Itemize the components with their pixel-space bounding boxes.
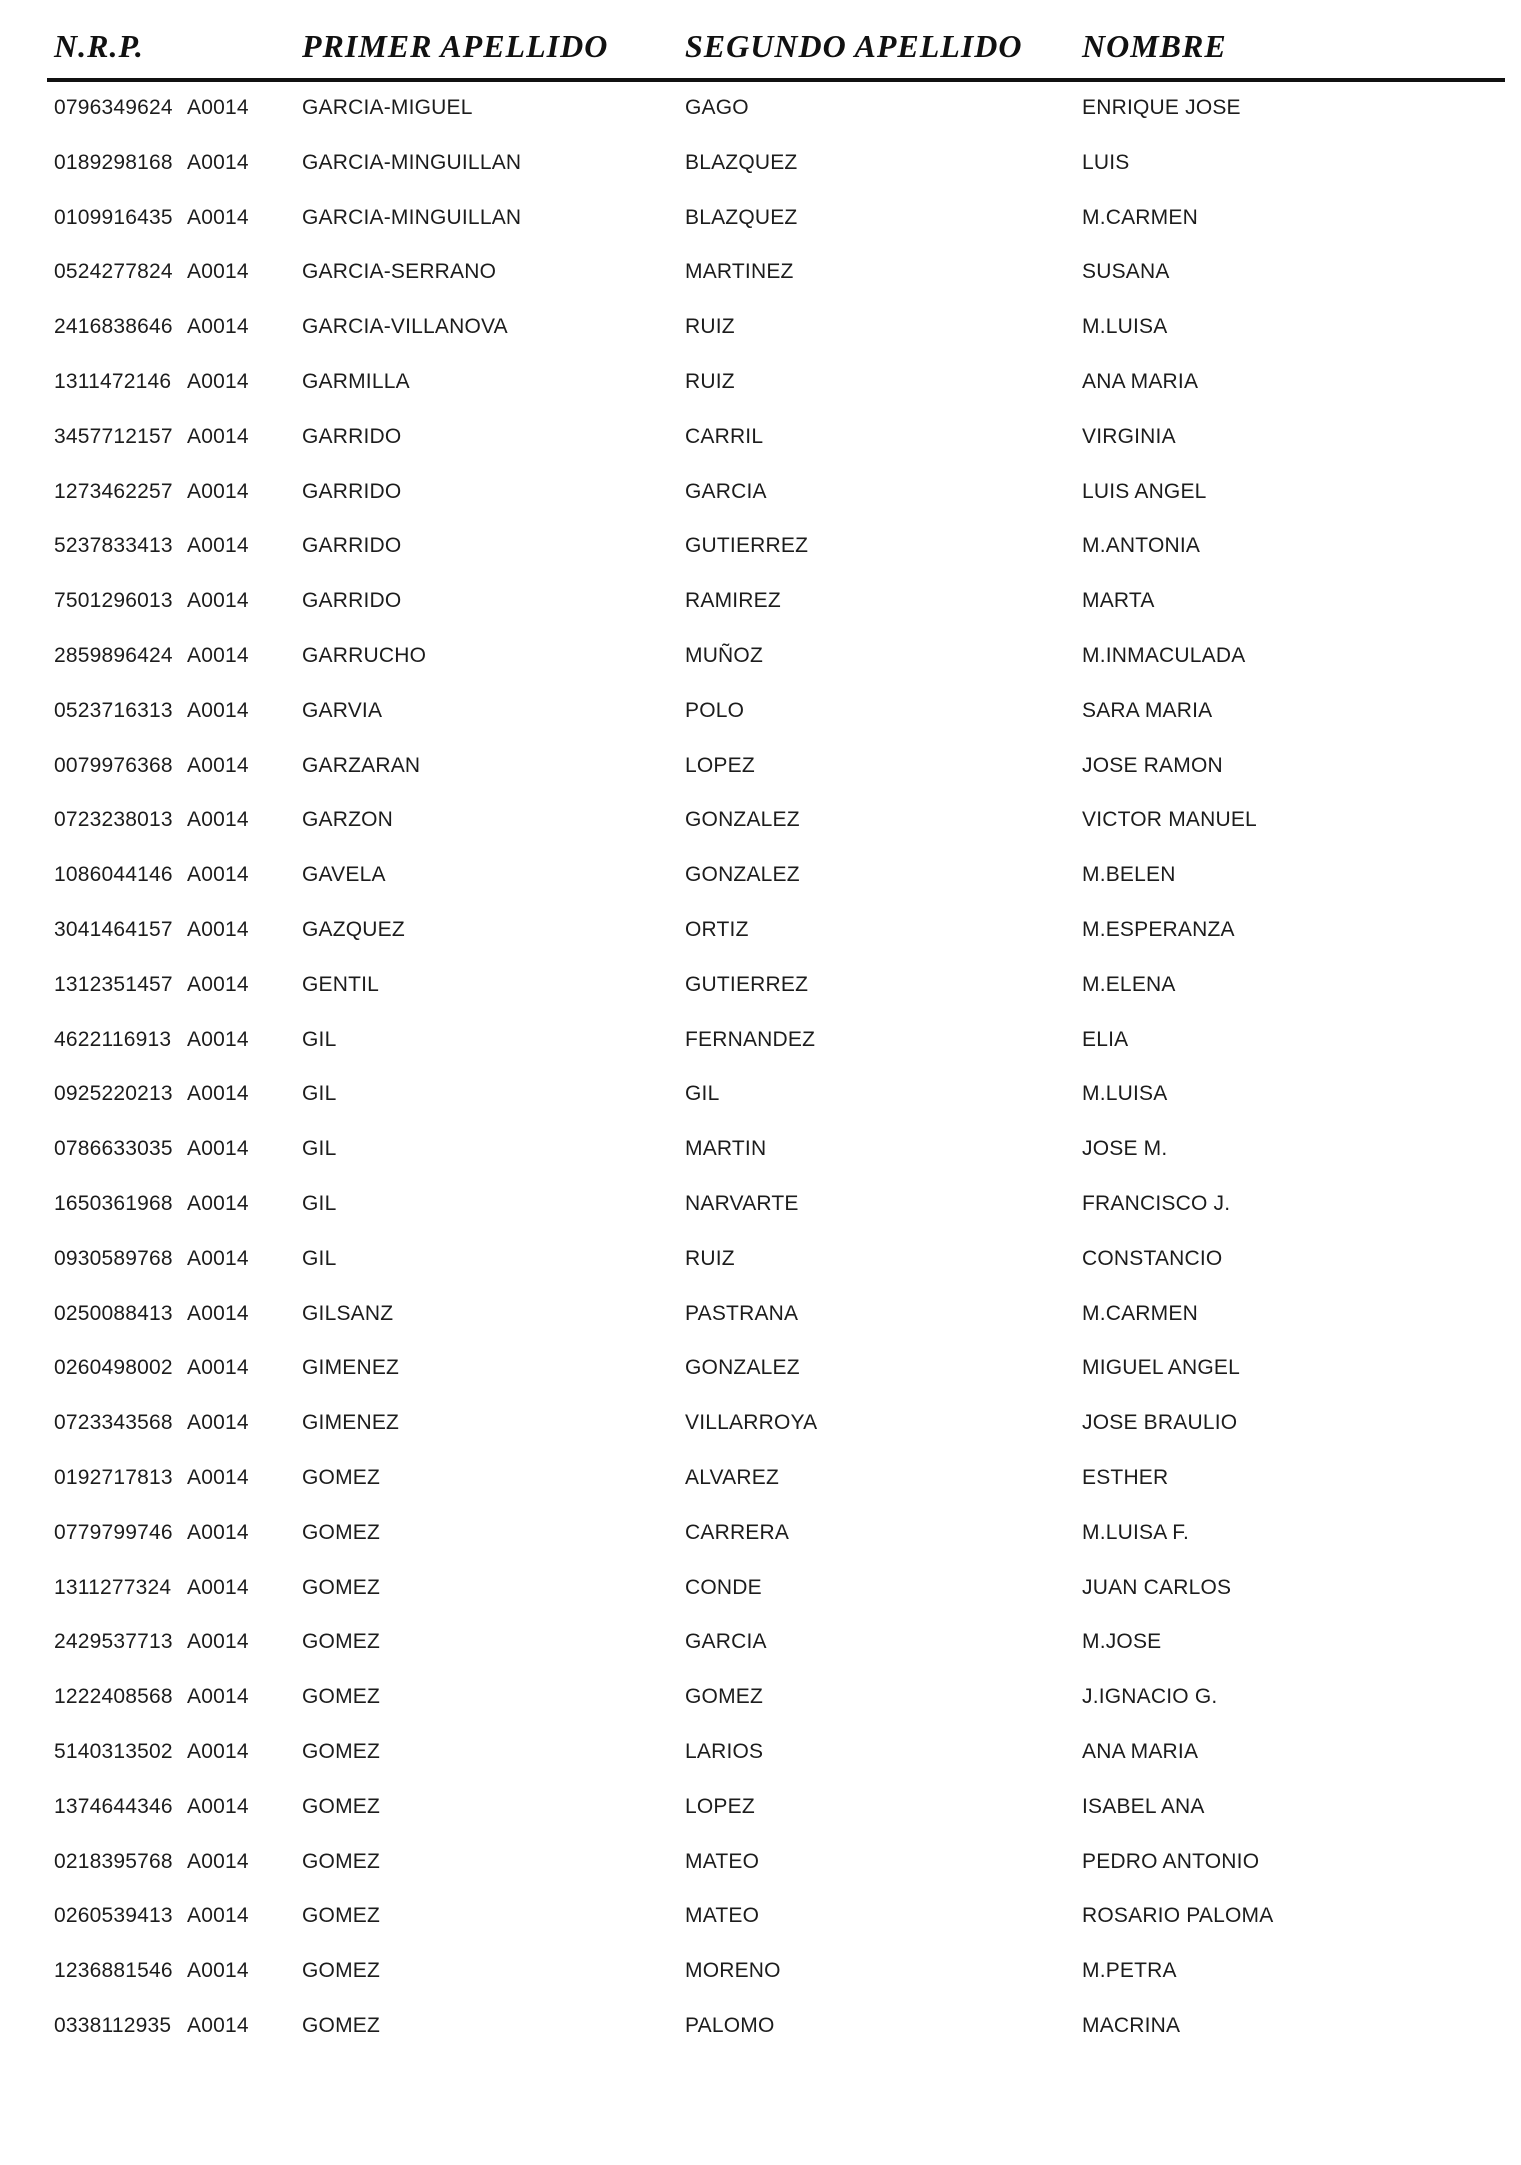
code-cell: A0014	[187, 534, 249, 558]
table-row	[0, 1458, 1521, 1498]
segundo-apellido-cell: GOMEZ	[685, 1685, 763, 1709]
nombre-cell: MARTA	[1082, 589, 1155, 613]
table-row	[0, 307, 1521, 347]
table-row	[0, 1896, 1521, 1936]
nombre-cell: ELIA	[1082, 1027, 1129, 1051]
nombre-cell: ENRIQUE JOSE	[1082, 96, 1241, 119]
primer-apellido-cell: GARZARAN	[302, 753, 421, 777]
table-row	[0, 1677, 1521, 1717]
primer-apellido-cell: GARMILLA	[302, 370, 410, 393]
segundo-apellido-cell: ORTIZ	[685, 918, 749, 941]
table-row	[0, 417, 1521, 457]
code-cell: A0014	[187, 1630, 249, 1654]
nombre-cell: VIRGINIA	[1082, 424, 1176, 448]
segundo-apellido-cell: MATEO	[685, 1904, 760, 1928]
segundo-apellido-cell: LOPEZ	[685, 753, 755, 777]
nrp-cell: 0930589768	[54, 1246, 173, 1270]
nombre-cell: M.INMACULADA	[1082, 644, 1246, 667]
nrp-cell: 0079976368	[54, 753, 173, 777]
table-row	[0, 1074, 1521, 1114]
table-row	[0, 1732, 1521, 1772]
nombre-cell: M.ESPERANZA	[1082, 918, 1235, 941]
segundo-apellido-cell: MARTINEZ	[685, 260, 794, 284]
nrp-cell: 1222408568	[54, 1685, 173, 1709]
code-cell: A0014	[187, 370, 249, 393]
nrp-cell: 1311472146	[54, 370, 172, 393]
segundo-apellido-cell: MUÑOZ	[685, 644, 763, 667]
nrp-cell: 1650361968	[54, 1192, 173, 1215]
primer-apellido-cell: GOMEZ	[302, 1630, 380, 1654]
nombre-cell: M.ELENA	[1082, 972, 1176, 996]
code-cell: A0014	[187, 1082, 249, 1106]
table-row	[0, 198, 1521, 238]
table-row	[0, 855, 1521, 895]
primer-apellido-cell: GARRIDO	[302, 534, 402, 558]
code-cell: A0014	[187, 1137, 249, 1161]
header-divider	[47, 78, 1505, 82]
code-cell: A0014	[187, 1959, 249, 1983]
segundo-apellido-cell: MORENO	[685, 1959, 781, 1983]
nrp-cell: 3041464157	[54, 918, 173, 941]
nrp-cell: 0524277824	[54, 260, 173, 284]
primer-apellido-cell: GOMEZ	[302, 1904, 380, 1928]
nombre-cell: ANA MARIA	[1082, 1740, 1199, 1763]
header-primer-apellido: PRIMER APELLIDO	[302, 28, 609, 64]
nombre-cell: MACRINA	[1082, 2014, 1181, 2037]
nrp-cell: 0189298168	[54, 150, 173, 174]
table-row	[0, 1842, 1521, 1882]
segundo-apellido-cell: GUTIERREZ	[685, 972, 809, 996]
primer-apellido-cell: GIL	[302, 1137, 337, 1161]
segundo-apellido-cell: RUIZ	[685, 315, 735, 339]
nrp-cell: 0723238013	[54, 808, 173, 832]
segundo-apellido-cell: MARTIN	[685, 1137, 767, 1161]
primer-apellido-cell: GIL	[302, 1027, 337, 1051]
segundo-apellido-cell: GONZALEZ	[685, 1356, 800, 1380]
nrp-cell: 0796349624	[54, 96, 173, 119]
primer-apellido-cell: GARCIA-MIGUEL	[302, 96, 473, 119]
table-row	[0, 1622, 1521, 1662]
nrp-cell: 2416838646	[54, 315, 173, 339]
primer-apellido-cell: GARRUCHO	[302, 644, 427, 667]
nombre-cell: M.BELEN	[1082, 863, 1176, 887]
code-cell: A0014	[187, 644, 249, 667]
segundo-apellido-cell: PASTRANA	[685, 1301, 799, 1325]
code-cell: A0014	[187, 1849, 249, 1873]
table-row	[0, 1129, 1521, 1169]
nombre-cell: SARA MARIA	[1082, 698, 1213, 722]
code-cell: A0014	[187, 918, 249, 941]
code-cell: A0014	[187, 1246, 249, 1270]
primer-apellido-cell: GOMEZ	[302, 1849, 380, 1873]
code-cell: A0014	[187, 424, 249, 448]
nrp-cell: 0260539413	[54, 1904, 173, 1928]
code-cell: A0014	[187, 2014, 249, 2037]
code-cell: A0014	[187, 589, 249, 613]
segundo-apellido-cell: LARIOS	[685, 1740, 764, 1763]
primer-apellido-cell: GOMEZ	[302, 1575, 380, 1599]
nrp-cell: 7501296013	[54, 589, 173, 613]
primer-apellido-cell: GAVELA	[302, 863, 386, 887]
nombre-cell: ROSARIO PALOMA	[1082, 1904, 1274, 1928]
primer-apellido-cell: GIL	[302, 1192, 337, 1215]
table-row	[0, 691, 1521, 731]
nrp-cell: 0250088413	[54, 1301, 173, 1325]
nombre-cell: ANA MARIA	[1082, 370, 1199, 393]
primer-apellido-cell: GARCIA-MINGUILLAN	[302, 150, 522, 174]
table-row	[0, 1513, 1521, 1553]
primer-apellido-cell: GARCIA-SERRANO	[302, 260, 497, 284]
nrp-cell: 2859896424	[54, 644, 173, 667]
primer-apellido-cell: GILSANZ	[302, 1301, 394, 1325]
table-row	[0, 1184, 1521, 1224]
primer-apellido-cell: GOMEZ	[302, 1685, 380, 1709]
code-cell: A0014	[187, 96, 249, 119]
primer-apellido-cell: GARRIDO	[302, 589, 402, 613]
nombre-cell: JOSE BRAULIO	[1082, 1411, 1238, 1435]
primer-apellido-cell: GIMENEZ	[302, 1411, 400, 1435]
segundo-apellido-cell: MATEO	[685, 1849, 760, 1873]
nrp-cell: 5140313502	[54, 1740, 173, 1763]
table-row	[0, 1951, 1521, 1991]
code-cell: A0014	[187, 863, 249, 887]
nrp-cell: 1086044146	[54, 863, 173, 887]
nrp-cell: 1236881546	[54, 1959, 173, 1983]
header-nombre: NOMBRE	[1082, 28, 1227, 64]
segundo-apellido-cell: CARRIL	[685, 424, 764, 448]
table-row	[0, 472, 1521, 512]
primer-apellido-cell: GARZON	[302, 808, 394, 832]
code-cell: A0014	[187, 972, 249, 996]
segundo-apellido-cell: GARCIA	[685, 1630, 767, 1654]
primer-apellido-cell: GOMEZ	[302, 1466, 380, 1489]
nrp-cell: 1374644346	[54, 1794, 173, 1818]
table-row	[0, 800, 1521, 840]
nrp-cell: 3457712157	[54, 424, 173, 448]
nrp-cell: 2429537713	[54, 1630, 173, 1654]
nrp-cell: 1311277324	[54, 1575, 172, 1599]
nombre-cell: MIGUEL ANGEL	[1082, 1356, 1241, 1380]
nombre-cell: M.CARMEN	[1082, 1301, 1198, 1325]
nombre-cell: VICTOR MANUEL	[1082, 808, 1257, 832]
table-row	[0, 88, 1521, 128]
nrp-cell: 5237833413	[54, 534, 173, 558]
nrp-cell: 0523716313	[54, 698, 173, 722]
table-row	[0, 252, 1521, 292]
nombre-cell: JOSE M.	[1082, 1137, 1168, 1161]
code-cell: A0014	[187, 150, 249, 174]
table-row	[0, 581, 1521, 621]
primer-apellido-cell: GAZQUEZ	[302, 918, 405, 941]
code-cell: A0014	[187, 260, 249, 284]
nombre-cell: M.ANTONIA	[1082, 534, 1201, 558]
primer-apellido-cell: GOMEZ	[302, 1959, 380, 1983]
primer-apellido-cell: GIL	[302, 1246, 337, 1270]
nombre-cell: M.CARMEN	[1082, 205, 1198, 229]
code-cell: A0014	[187, 1466, 249, 1489]
nrp-cell: 0925220213	[54, 1082, 173, 1106]
primer-apellido-cell: GOMEZ	[302, 2014, 380, 2037]
code-cell: A0014	[187, 1192, 249, 1215]
primer-apellido-cell: GOMEZ	[302, 1740, 380, 1763]
primer-apellido-cell: GENTIL	[302, 972, 380, 996]
code-cell: A0014	[187, 315, 249, 339]
table-row	[0, 362, 1521, 402]
nombre-cell: M.LUISA F.	[1082, 1520, 1190, 1544]
code-cell: A0014	[187, 205, 249, 229]
table-row	[0, 1294, 1521, 1334]
code-cell: A0014	[187, 1411, 249, 1435]
code-cell: A0014	[187, 1794, 249, 1818]
primer-apellido-cell: GIMENEZ	[302, 1356, 400, 1380]
table-row	[0, 2006, 1521, 2046]
nrp-cell: 4622116913	[54, 1027, 172, 1051]
nombre-cell: CONSTANCIO	[1082, 1246, 1223, 1270]
code-cell: A0014	[187, 1520, 249, 1544]
nrp-cell: 0779799746	[54, 1520, 173, 1544]
segundo-apellido-cell: GONZALEZ	[685, 863, 800, 887]
nrp-cell: 0218395768	[54, 1849, 173, 1873]
primer-apellido-cell: GOMEZ	[302, 1794, 380, 1818]
code-cell: A0014	[187, 1685, 249, 1709]
segundo-apellido-cell: RUIZ	[685, 370, 735, 393]
nombre-cell: M.JOSE	[1082, 1630, 1162, 1654]
code-cell: A0014	[187, 1740, 249, 1763]
segundo-apellido-cell: PALOMO	[685, 2014, 775, 2037]
header-nrp: N.R.P.	[54, 28, 144, 64]
code-cell: A0014	[187, 753, 249, 777]
nombre-cell: ESTHER	[1082, 1466, 1169, 1489]
primer-apellido-cell: GOMEZ	[302, 1520, 380, 1544]
table-row	[0, 1348, 1521, 1388]
header-segundo-apellido: SEGUNDO APELLIDO	[685, 28, 1023, 64]
nrp-cell: 0723343568	[54, 1411, 173, 1435]
table-row	[0, 1020, 1521, 1060]
table-row	[0, 526, 1521, 566]
primer-apellido-cell: GARRIDO	[302, 424, 402, 448]
segundo-apellido-cell: GARCIA	[685, 479, 767, 503]
nrp-cell: 0338112935	[54, 2014, 172, 2037]
code-cell: A0014	[187, 1027, 249, 1051]
nombre-cell: M.LUISA	[1082, 315, 1168, 339]
segundo-apellido-cell: ALVAREZ	[685, 1466, 779, 1489]
primer-apellido-cell: GARVIA	[302, 698, 383, 722]
segundo-apellido-cell: BLAZQUEZ	[685, 205, 798, 229]
nrp-cell: 0786633035	[54, 1137, 173, 1161]
table-header	[0, 28, 1521, 78]
primer-apellido-cell: GIL	[302, 1082, 337, 1106]
nrp-cell: 0260498002	[54, 1356, 173, 1380]
segundo-apellido-cell: GUTIERREZ	[685, 534, 809, 558]
primer-apellido-cell: GARCIA-VILLANOVA	[302, 315, 508, 339]
code-cell: A0014	[187, 1904, 249, 1928]
segundo-apellido-cell: POLO	[685, 698, 745, 722]
code-cell: A0014	[187, 808, 249, 832]
table-row	[0, 1568, 1521, 1608]
code-cell: A0014	[187, 1356, 249, 1380]
nrp-cell: 0192717813	[54, 1466, 173, 1489]
table-row	[0, 1787, 1521, 1827]
nombre-cell: SUSANA	[1082, 260, 1170, 284]
nombre-cell: FRANCISCO J.	[1082, 1192, 1231, 1215]
segundo-apellido-cell: RUIZ	[685, 1246, 735, 1270]
segundo-apellido-cell: VILLARROYA	[685, 1411, 818, 1435]
primer-apellido-cell: GARCIA-MINGUILLAN	[302, 205, 522, 229]
segundo-apellido-cell: GONZALEZ	[685, 808, 800, 832]
segundo-apellido-cell: BLAZQUEZ	[685, 150, 798, 174]
table-row	[0, 910, 1521, 950]
nombre-cell: J.IGNACIO G.	[1082, 1685, 1218, 1709]
nombre-cell: JOSE RAMON	[1082, 753, 1223, 777]
table-row	[0, 965, 1521, 1005]
table-row	[0, 746, 1521, 786]
segundo-apellido-cell: FERNANDEZ	[685, 1027, 816, 1051]
nrp-cell: 1273462257	[54, 479, 173, 503]
table-row	[0, 143, 1521, 183]
segundo-apellido-cell: GIL	[685, 1082, 720, 1106]
nombre-cell: LUIS	[1082, 150, 1130, 174]
nombre-cell: M.LUISA	[1082, 1082, 1168, 1106]
nombre-cell: LUIS ANGEL	[1082, 479, 1207, 503]
table-row	[0, 1403, 1521, 1443]
segundo-apellido-cell: RAMIREZ	[685, 589, 781, 613]
nombre-cell: PEDRO ANTONIO	[1082, 1849, 1260, 1873]
code-cell: A0014	[187, 479, 249, 503]
code-cell: A0014	[187, 1575, 249, 1599]
code-cell: A0014	[187, 698, 249, 722]
segundo-apellido-cell: LOPEZ	[685, 1794, 755, 1818]
segundo-apellido-cell: NARVARTE	[685, 1192, 799, 1215]
primer-apellido-cell: GARRIDO	[302, 479, 402, 503]
table-row	[0, 636, 1521, 676]
segundo-apellido-cell: CONDE	[685, 1575, 762, 1599]
segundo-apellido-cell: CARRERA	[685, 1520, 790, 1544]
nrp-cell: 1312351457	[54, 972, 173, 996]
nombre-cell: M.PETRA	[1082, 1959, 1177, 1983]
segundo-apellido-cell: GAGO	[685, 96, 749, 119]
table-row	[0, 1239, 1521, 1279]
nrp-cell: 0109916435	[54, 205, 173, 229]
nombre-cell: JUAN CARLOS	[1082, 1575, 1232, 1599]
code-cell: A0014	[187, 1301, 249, 1325]
nombre-cell: ISABEL ANA	[1082, 1794, 1205, 1818]
